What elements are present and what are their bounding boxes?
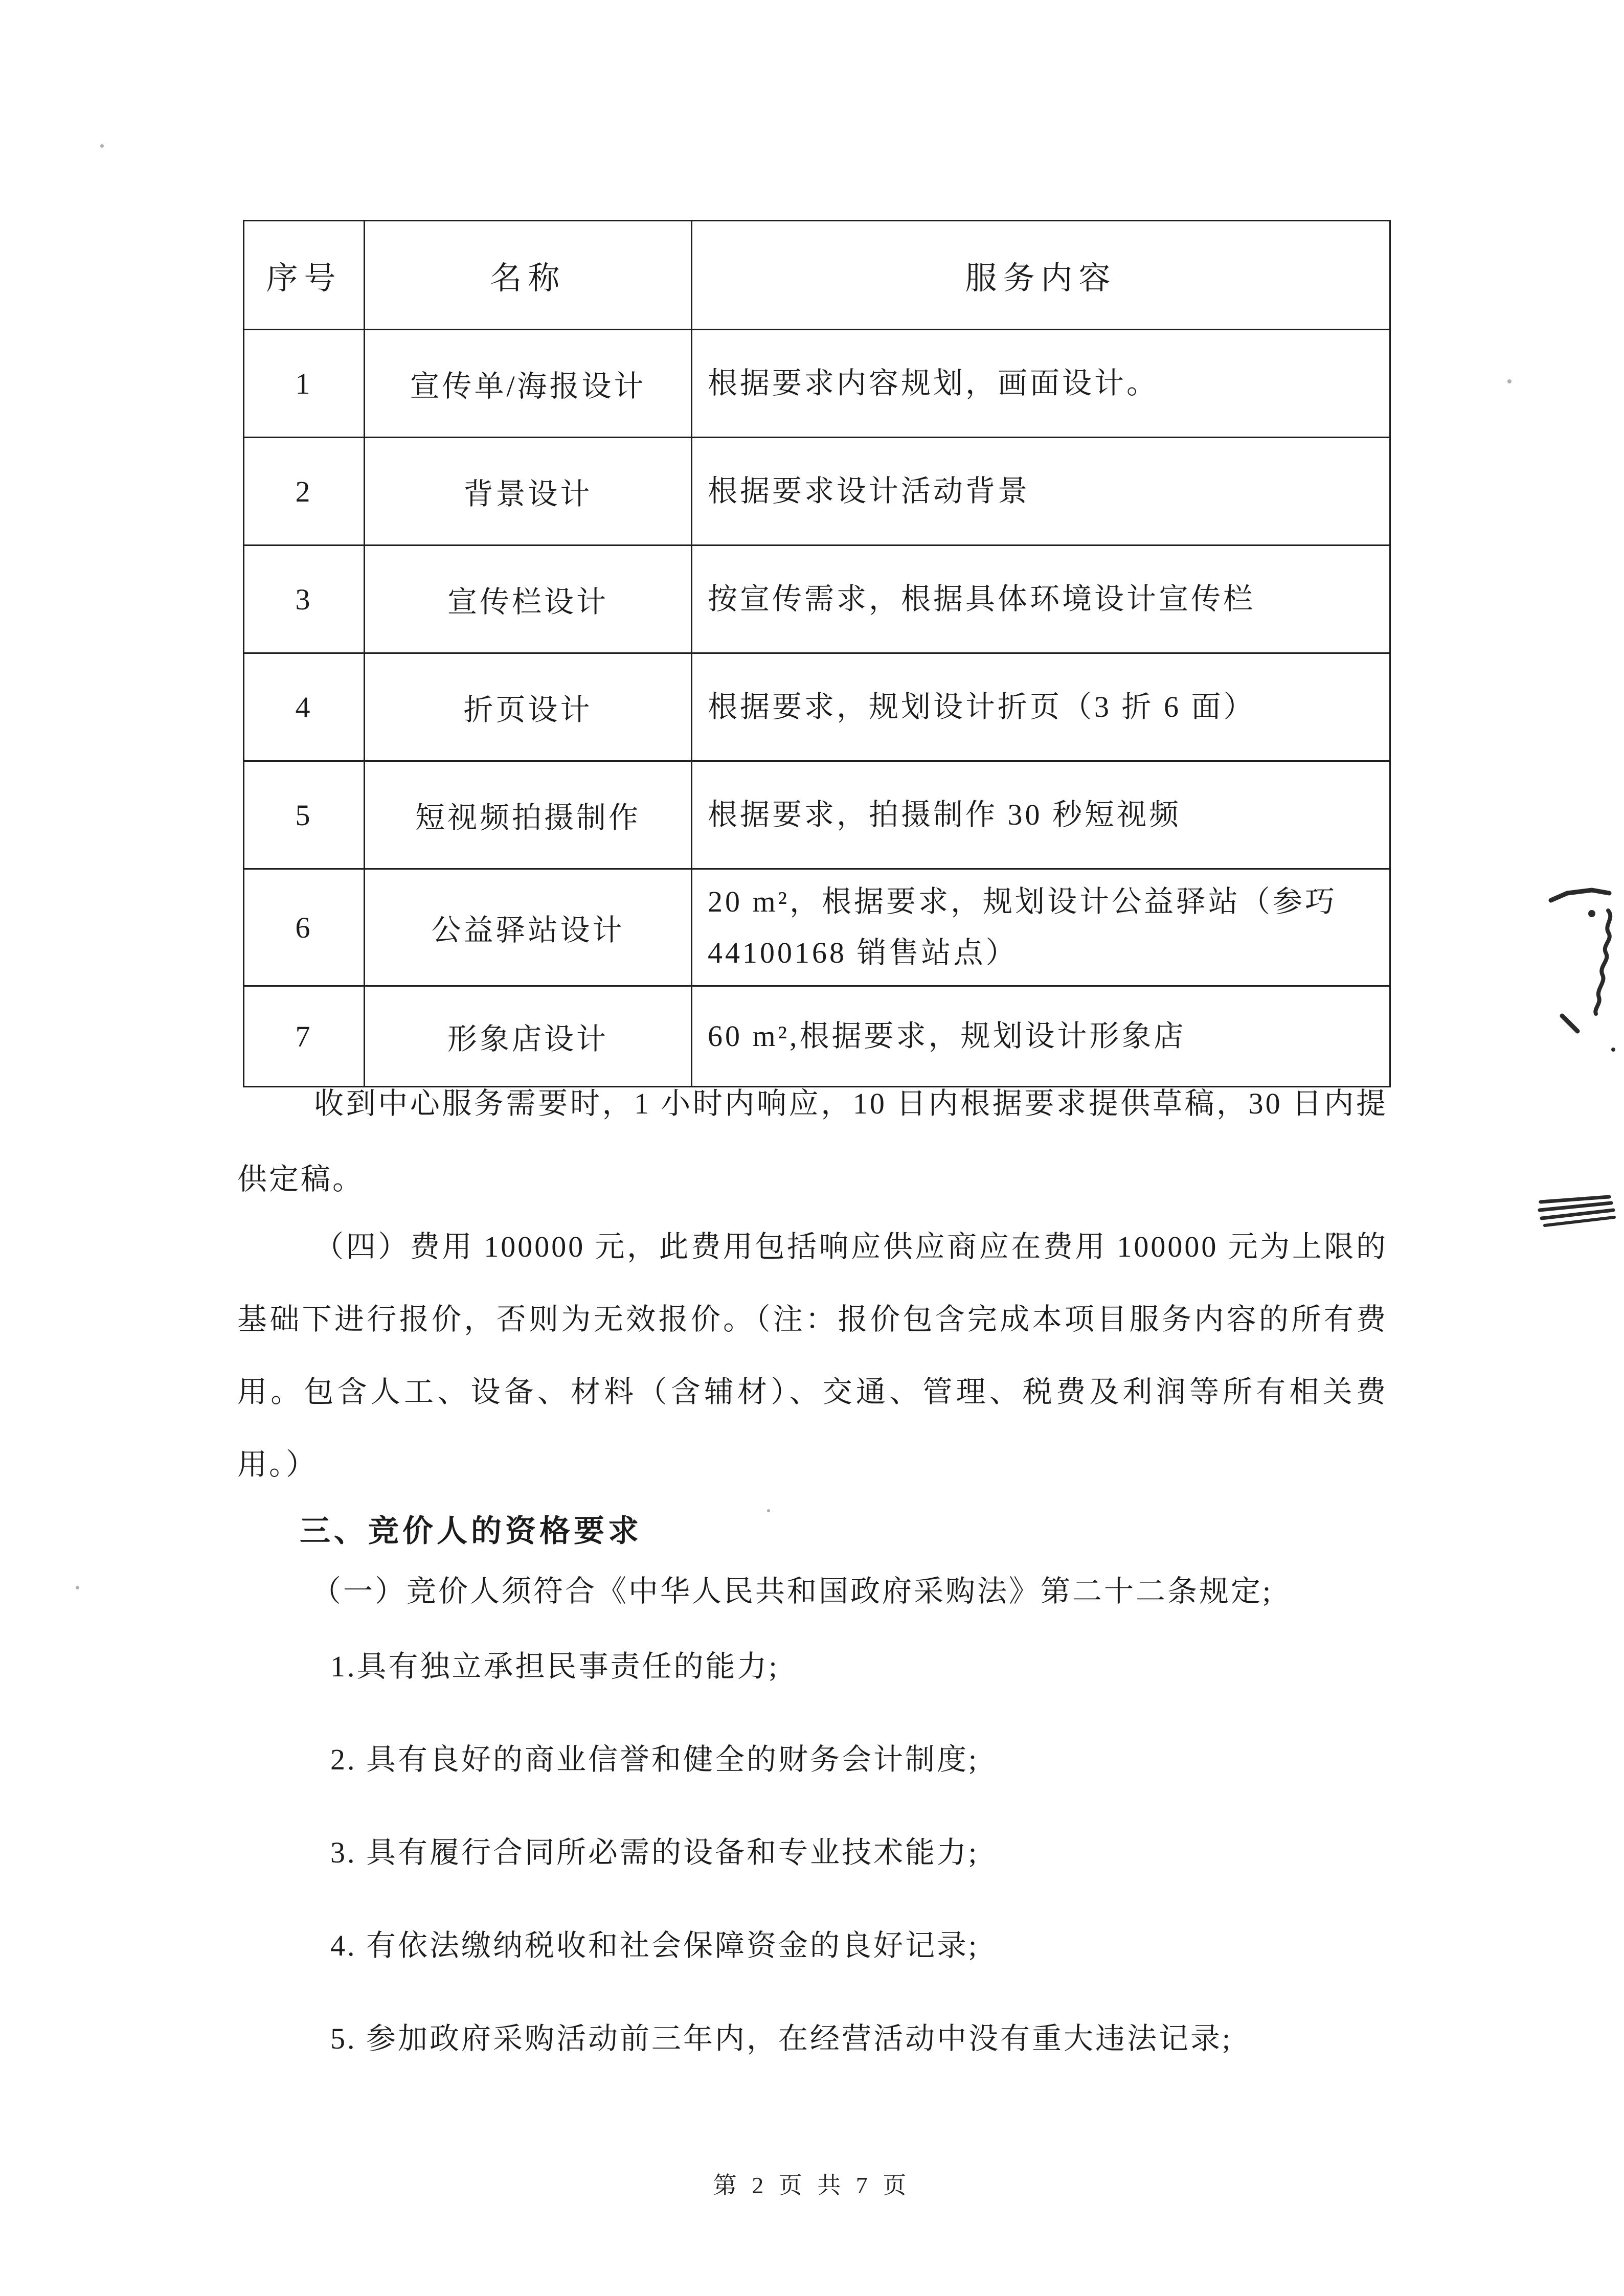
cell-seq: 6 bbox=[244, 869, 365, 986]
list-item: 4. 有依法缴纳税收和社会保障资金的良好记录; bbox=[330, 1929, 979, 1962]
cell-name: 公益驿站设计 bbox=[365, 869, 692, 986]
list-item: 2. 具有良好的商业信誉和健全的财务会计制度; bbox=[330, 1743, 979, 1776]
cell-name: 折页设计 bbox=[365, 653, 692, 761]
table-row bbox=[244, 438, 1390, 545]
qualification-list bbox=[237, 1644, 1388, 2109]
col-header-content: 服务内容 bbox=[692, 221, 1390, 330]
list-item: 1.具有独立承担民事责任的能力; bbox=[330, 1650, 779, 1683]
cell-seq: 1 bbox=[244, 330, 365, 438]
cell-content: 根据要求，规划设计折页（3 折 6 面） bbox=[692, 653, 1390, 761]
table-row bbox=[244, 761, 1390, 869]
service-content-table bbox=[243, 220, 1391, 1087]
paragraph-cost: （四）费用 100000 元，此费用包括响应供应商应在费用 100000 元为上限的基础下进行报价，否则为无效报价。（注：报价包含完成本项目服务内容的所有费用。包含人工、设备、材料（含辅材）、交通、管理、税费及利润等所有相关费用。） bbox=[237, 1230, 1388, 1481]
cell-seq: 3 bbox=[244, 545, 365, 653]
cell-seq: 7 bbox=[244, 986, 365, 1087]
col-header-name: 名称 bbox=[365, 221, 692, 330]
cell-name: 宣传单/海报设计 bbox=[365, 330, 692, 438]
cell-name: 背景设计 bbox=[365, 438, 692, 545]
cell-content: 按宣传需求，根据具体环境设计宣传栏 bbox=[692, 545, 1390, 653]
page-number-footer: 第 2 页 共 7 页 bbox=[713, 2172, 911, 2198]
cell-content: 60 m²,根据要求，规划设计形象店 bbox=[692, 986, 1390, 1087]
table-row bbox=[244, 330, 1390, 438]
paragraph-response-time: 收到中心服务需要时，1 小时内响应，10 日内根据要求提供草稿，30 日内提供定稿。 bbox=[237, 1087, 1388, 1196]
cell-seq: 2 bbox=[244, 438, 365, 545]
cell-name: 形象店设计 bbox=[365, 986, 692, 1087]
col-header-seq: 序号 bbox=[244, 221, 365, 330]
cell-name: 短视频拍摄制作 bbox=[365, 761, 692, 869]
section-heading-qualification: 三、竞价人的资格要求 bbox=[300, 1514, 642, 1548]
cell-seq: 5 bbox=[244, 761, 365, 869]
scan-artifact bbox=[1537, 1194, 1618, 1231]
cell-seq: 4 bbox=[244, 653, 365, 761]
cell-content: 根据要求，拍摄制作 30 秒短视频 bbox=[692, 761, 1390, 869]
scan-speck bbox=[100, 144, 104, 148]
paragraph-qualification-intro: （一）竞价人须符合《中华人民共和国政府采购法》第二十二条规定; bbox=[311, 1575, 1273, 1608]
scan-speck bbox=[767, 1509, 770, 1512]
cell-content: 根据要求内容规划，画面设计。 bbox=[692, 330, 1390, 438]
cell-content: 根据要求设计活动背景 bbox=[692, 438, 1390, 545]
table-header-row bbox=[244, 221, 1390, 330]
list-item: 5. 参加政府采购活动前三年内，在经营活动中没有重大违法记录; bbox=[330, 2022, 1233, 2055]
scan-artifact bbox=[1531, 887, 1624, 1056]
table-row bbox=[244, 545, 1390, 653]
table-row bbox=[244, 869, 1390, 986]
cell-name: 宣传栏设计 bbox=[365, 545, 692, 653]
cell-content: 20 m²，根据要求，规划设计公益驿站（参巧 44100168 销售站点） bbox=[692, 869, 1390, 986]
table-row bbox=[244, 653, 1390, 761]
scan-speck bbox=[1507, 379, 1512, 383]
list-item: 3. 具有履行合同所必需的设备和专业技术能力; bbox=[330, 1836, 979, 1869]
scan-speck bbox=[76, 1586, 79, 1589]
